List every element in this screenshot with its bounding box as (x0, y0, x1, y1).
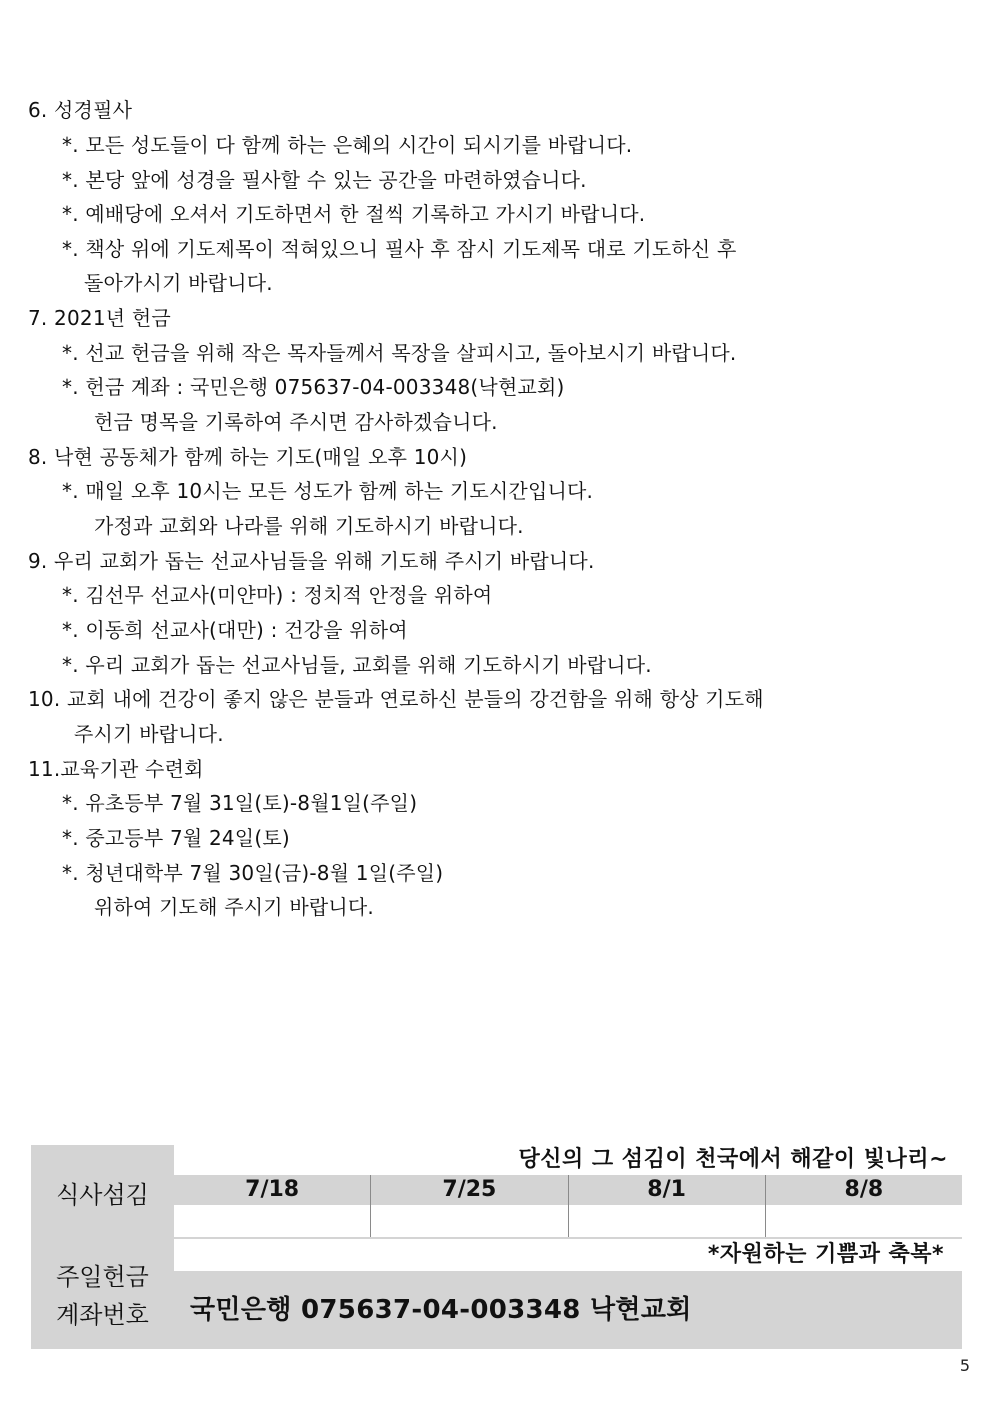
serving-names-row (174, 1205, 962, 1237)
serving-label: 식사섬김 (56, 1181, 149, 1209)
serving-name-cell (765, 1205, 962, 1237)
item-bullet: *. 청년대학부 7월 30일(금)-8월 1일(주일) (62, 861, 444, 885)
offering-label: 주일헌금 (56, 1263, 149, 1291)
item-bullet: *. 우리 교회가 돕는 선교사님들, 교회를 위해 기도하시기 바랍니다. (62, 653, 652, 677)
serving-name-cell (568, 1205, 765, 1237)
serving-name-cell (370, 1205, 567, 1237)
item-heading: 9. 우리 교회가 돕는 선교사님들을 위해 기도해 주시기 바랍니다. (28, 549, 595, 573)
item-continuation: 주시기 바랍니다. (74, 722, 224, 746)
item-bullet: *. 김선무 선교사(미얀마) : 정치적 안정을 위하여 (62, 583, 493, 607)
item-continuation: 돌아가시기 바랍니다. (84, 271, 273, 295)
item-bullet: *. 모든 성도들이 다 함께 하는 은혜의 시간이 되시기를 바랍니다. (62, 133, 633, 157)
account-number: 국민은행 075637-04-003348 낙현교회 (174, 1271, 962, 1349)
serving-date: 8/8 (765, 1175, 962, 1205)
item-continuation: 헌금 명목을 기록하여 주시면 감사하겠습니다. (94, 410, 498, 434)
serving-name-cell (174, 1205, 370, 1237)
item-bullet: *. 본당 앞에 성경을 필사할 수 있는 공간을 마련하였습니다. (62, 168, 587, 192)
item-heading: 8. 낙현 공동체가 함께 하는 기도(매일 오후 10시) (28, 445, 468, 469)
item-bullet: *. 이동희 선교사(대만) : 건강을 위하여 (62, 618, 408, 642)
label-column (31, 1145, 174, 1349)
serving-dates-row (174, 1175, 962, 1205)
item-continuation: 위하여 기도해 주시기 바랍니다. (94, 895, 374, 919)
serving-date: 7/18 (245, 1177, 300, 1202)
item-heading: 7. 2021년 헌금 (28, 306, 171, 330)
item-bullet: *. 헌금 계좌 : 국민은행 075637-04-003348(낙현교회) (62, 375, 565, 399)
serving-banner: 당신의 그 섬김이 천국에서 해같이 빛나리~ (174, 1145, 962, 1175)
offering-tagline: *자원하는 기쁨과 축복* (174, 1239, 962, 1271)
account-label: 계좌번호 (56, 1301, 149, 1329)
item-bullet: *. 예배당에 오셔서 기도하면서 한 절씩 기록하고 가시기 바랍니다. (62, 202, 646, 226)
item-bullet: *. 책상 위에 기도제목이 적혀있으니 필사 후 잠시 기도제목 대로 기도하신 후 (62, 237, 737, 261)
item-bullet: *. 매일 오후 10시는 모든 성도가 함께 하는 기도시간입니다. (62, 479, 594, 503)
item-bullet: *. 선교 헌금을 위해 작은 목자들께서 목장을 살피시고, 돌아보시기 바랍니다. (62, 341, 737, 365)
item-bullet: *. 유초등부 7월 31일(토)-8월1일(주일) (62, 791, 418, 815)
page-number: 5 (959, 1356, 970, 1375)
item-heading: 11.교육기관 수련회 (28, 757, 204, 781)
serving-date: 8/1 (568, 1175, 765, 1205)
item-bullet: *. 중고등부 7월 24일(토) (62, 826, 290, 850)
item-heading: 10. 교회 내에 건강이 좋지 않은 분들과 연로하신 분들의 강건함을 위해 항상 기도해 (28, 687, 764, 711)
serving-date: 7/25 (370, 1175, 567, 1205)
item-continuation: 가정과 교회와 나라를 위해 기도하시기 바랍니다. (94, 514, 524, 538)
item-heading: 6. 성경필사 (28, 98, 133, 122)
serving-offering-box (31, 1145, 962, 1349)
